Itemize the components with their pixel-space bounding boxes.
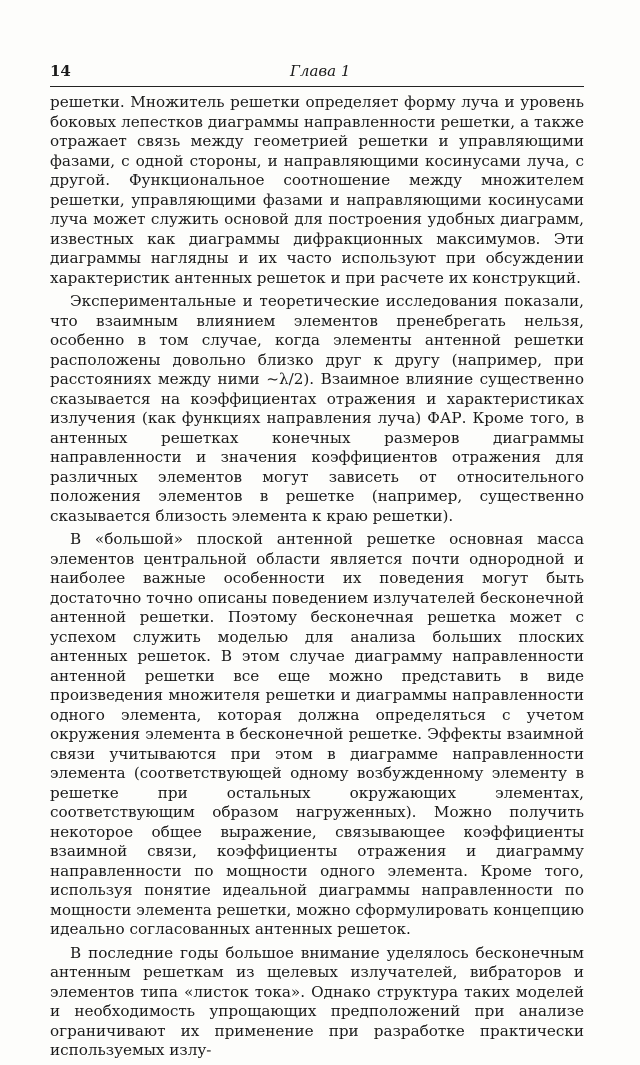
running-head	[50, 62, 584, 82]
page-number: 14	[50, 62, 71, 80]
paragraph-infinite-array: В «большой» плоской антенной решетке основная масса элементов центральной области является почти однородной и наиболее важные особенности их поведения могут быть достаточно точно описаны поведением излучателей бесконечной антенной решетки. Поэтому бесконечная решетка может с успехом служить моделью для анализа больших плоских антенных решеток. В этом случае диаграмму направленности антенной решетки все еще можно представить в виде произведения множителя решетки и диаграммы направленности одного элемента, которая должна определяться с учетом окружения элемента в бесконечной решетке. Эффекты взаимной связи учитываются при этом в диаграмме направленности элемента (соответствующей одному возбужденному элементу в решетке при остальных окружающих элементах, соответствующим образом нагруженных). Можно получить некоторое общее выражение, связывающее коэффициенты взаимной связи, коэффициенты отражения и диаграмму направленности по мощности одного элемента. Кроме того, используя понятие идеальной диаграммы направленности по мощности элемента решетки, можно сформулировать концепцию идеально согласованных антенных решеток.	[50, 530, 584, 938]
paragraph-mutual-coupling: Экспериментальные и теоретические исследования показали, что взаимным влиянием элементов пренебрегать нельзя, особенно в том случае, когда элементы антенной решетки расположены довольно близко друг к другу (например, при расстояниях между ними ~λ/2). Взаимное влияние существенно сказывается на коэффициентах отражения и характеристиках излучения (как функциях направления луча) ФАР. Кроме того, в антенных решетках конечных размеров диаграммы направленности и значения коэффициентов отражения для различных элементов могут зависеть от относительного положения элементов в решетке (например, существенно сказывается близость элемента к краю решетки).	[50, 292, 584, 525]
header-rule	[50, 86, 584, 87]
paragraph-continuation: решетки. Множитель решетки определяет форму луча и уровень боковых лепестков диаграммы направленности решетки, а также отражает связь между геометрией решетки и управляющими фазами, с одной стороны, и направляющими косинусами луча, с другой. Функциональное соотношение между множителем решетки, управляющими фазами и направляющими косинусами луча может служить основой для построения удобных диаграмм, известных как диаграммы дифракционных максимумов. Эти диаграммы наглядны и их часто используют при обсуждении характеристик антенных решеток и при расчете их конструкций.	[50, 93, 584, 287]
body-text	[50, 93, 584, 1065]
chapter-title: Глава 1	[290, 62, 351, 80]
paragraph-recent-years: В последние годы большое внимание уделялось бесконечным антенным решеткам из щелевых излучателей, вибраторов и элементов типа «листок тока». Однако структура таких моделей и необходимость упрощающих предположений при анализе ограничивают их применение при разработке практически используемых излу-	[50, 943, 584, 1059]
